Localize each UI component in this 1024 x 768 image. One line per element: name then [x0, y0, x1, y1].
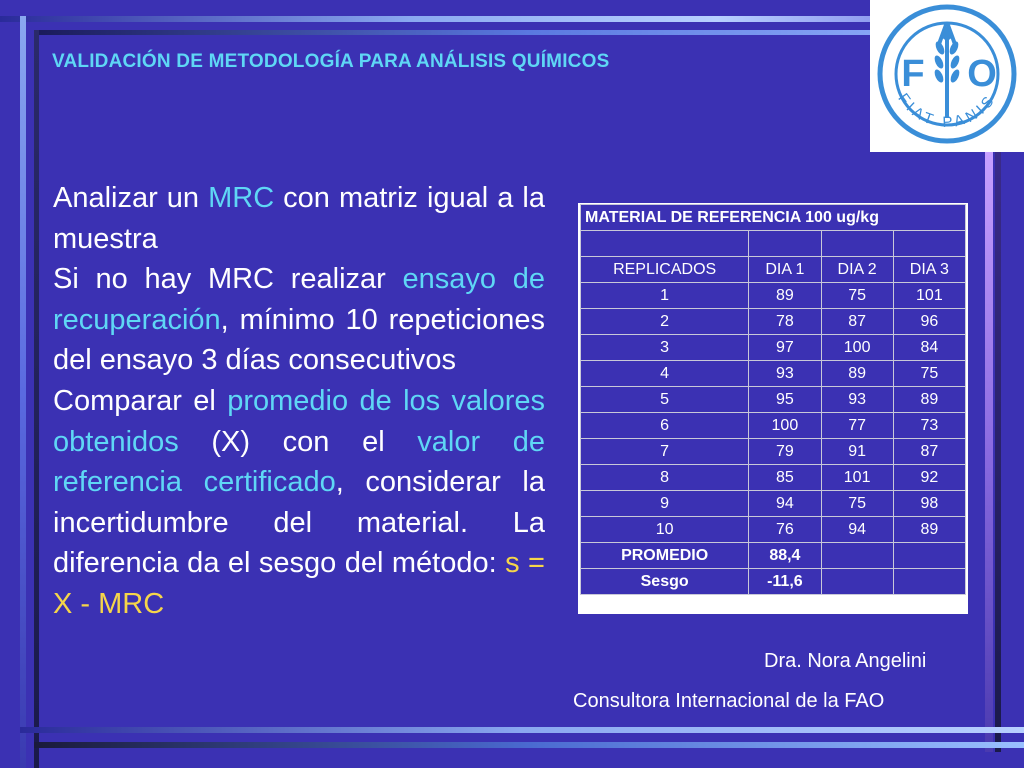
- frame-bar-left: [20, 16, 26, 768]
- table-cell: 100: [821, 335, 893, 361]
- table-cell: [893, 231, 965, 257]
- text: , mínimo 10 repeticiones del ensayo 3 días consecutivos: [53, 303, 545, 377]
- table-row: [581, 387, 966, 413]
- table-cell: 91: [821, 439, 893, 465]
- header-cell: DIA 1: [749, 257, 821, 283]
- table-cell: [749, 231, 821, 257]
- table-cell: 10: [581, 517, 749, 543]
- svg-text:F: F: [901, 53, 925, 95]
- table-cell: 94: [749, 491, 821, 517]
- table-cell: 93: [821, 387, 893, 413]
- table-row: [581, 283, 966, 309]
- table-cell: 89: [821, 361, 893, 387]
- paragraph-3: [53, 381, 545, 625]
- table-cell: [821, 569, 893, 595]
- bias-formula: s = X - MRC: [53, 547, 545, 620]
- reference-material-table: [578, 203, 968, 614]
- table-cell: 9: [581, 491, 749, 517]
- paragraph-1: [53, 178, 545, 259]
- author-role: Consultora Internacional de la FAO: [573, 690, 885, 712]
- table-cell: 92: [893, 465, 965, 491]
- text: , considerar la incertidumbre del material. La diferencia da el sesgo del método:: [53, 466, 545, 580]
- frame-bar-left-inner: [34, 30, 39, 768]
- table-cell: 5: [581, 387, 749, 413]
- table-cell: 4: [581, 361, 749, 387]
- table-cell: 98: [893, 491, 965, 517]
- table-cell: 93: [749, 361, 821, 387]
- table-cell: 85: [749, 465, 821, 491]
- table-cell: [581, 231, 749, 257]
- table-row: [581, 465, 966, 491]
- table-cell: 96: [893, 309, 965, 335]
- table-blank-row: [581, 231, 966, 257]
- table-cell: 87: [821, 309, 893, 335]
- table-cell: 89: [749, 283, 821, 309]
- table-cell: 78: [749, 309, 821, 335]
- table-row: [581, 413, 966, 439]
- author-name: Dra. Nora Angelini: [764, 650, 927, 672]
- table-row: [581, 439, 966, 465]
- table-cell: 75: [893, 361, 965, 387]
- table-cell: 8: [581, 465, 749, 491]
- summary-label: Sesgo: [581, 569, 749, 595]
- table-cell: 89: [893, 387, 965, 413]
- text: Analizar un: [53, 182, 209, 214]
- table-cell: 73: [893, 413, 965, 439]
- table-row: [581, 517, 966, 543]
- table-cell: 101: [821, 465, 893, 491]
- highlight-reference: valor de referencia certificado: [53, 425, 546, 499]
- table-cell: 75: [821, 283, 893, 309]
- summary-bias-row: [581, 569, 966, 595]
- summary-label: PROMEDIO: [581, 543, 749, 569]
- table-cell: 6: [581, 413, 749, 439]
- table-cell: 84: [893, 335, 965, 361]
- table-title: MATERIAL DE REFERENCIA 100 ug/kg: [581, 205, 966, 231]
- table-cell: 76: [749, 517, 821, 543]
- frame-bar-right-inner: [995, 152, 1001, 752]
- svg-text:O: O: [967, 53, 997, 95]
- table-row: [581, 335, 966, 361]
- summary-average-row: [581, 543, 966, 569]
- table-title-row: [581, 205, 966, 231]
- paragraph-2: [53, 259, 545, 381]
- table-row: [581, 309, 966, 335]
- table-cell: 3: [581, 335, 749, 361]
- svg-text:FIAT PANIS: FIAT PANIS: [894, 90, 1000, 131]
- table-cell: 101: [893, 283, 965, 309]
- table-cell: 94: [821, 517, 893, 543]
- text: con matriz igual a la muestra: [53, 182, 545, 255]
- table-cell: 87: [893, 439, 965, 465]
- table-cell: [821, 543, 893, 569]
- table-row: [581, 491, 966, 517]
- table-cell: 79: [749, 439, 821, 465]
- frame-bar-bottom-inner: [34, 742, 1024, 748]
- body-text: [53, 178, 545, 625]
- table-cell: [893, 569, 965, 595]
- table-cell: [821, 231, 893, 257]
- table-cell: 7: [581, 439, 749, 465]
- slide-title: VALIDACIÓN DE METODOLOGÍA PARA ANÁLISIS QUÍMICOS: [52, 51, 610, 72]
- summary-value: -11,6: [749, 569, 821, 595]
- text: Si no hay MRC realizar: [53, 263, 403, 296]
- fao-logo-icon: [870, 0, 1024, 152]
- header-cell: DIA 3: [893, 257, 965, 283]
- frame-bar-bottom: [20, 727, 1024, 733]
- header-cell: DIA 2: [821, 257, 893, 283]
- summary-value: 88,4: [749, 543, 821, 569]
- header-cell: REPLICADOS: [581, 257, 749, 283]
- table-cell: 75: [821, 491, 893, 517]
- table-row: [581, 361, 966, 387]
- table-cell: 77: [821, 413, 893, 439]
- table-cell: 89: [893, 517, 965, 543]
- table-cell: 2: [581, 309, 749, 335]
- highlight-mrc: MRC: [208, 182, 275, 214]
- table-cell: 95: [749, 387, 821, 413]
- highlight-recovery: ensayo de recuperación: [53, 263, 546, 336]
- table-cell: [893, 543, 965, 569]
- text: Comparar el: [53, 384, 228, 417]
- text: (X) con el: [178, 425, 418, 458]
- highlight-average: promedio de los valores obtenidos: [53, 384, 545, 458]
- table-cell: 1: [581, 283, 749, 309]
- table-header-row: [581, 257, 966, 283]
- frame-bar-right: [985, 152, 993, 752]
- svg-text:A: A: [936, 18, 958, 51]
- table-cell: 100: [749, 413, 821, 439]
- table-cell: 97: [749, 335, 821, 361]
